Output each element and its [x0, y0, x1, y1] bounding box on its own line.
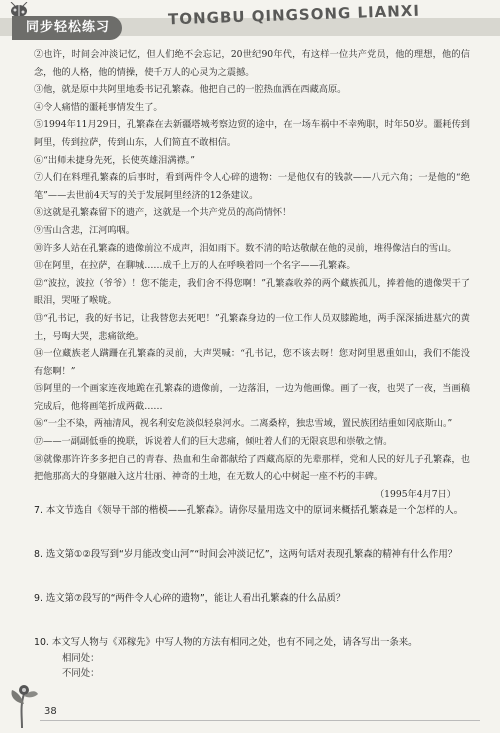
passage-paragraph: ②也许，时间会冲淡记忆，但人们绝不会忘记，20世纪90年代，有这样一位共产党员，他的理想，他的信念，他的人格，他的情操，使千万人的心灵为之震撼。: [34, 49, 470, 78]
page-number: 38: [44, 706, 57, 717]
passage-paragraph: ③他，就是原中共阿里地委书记孔繁森。他把自己的一腔热血洒在西藏高原。: [34, 84, 347, 96]
passage-paragraph: ⑥“出师未捷身先死，长使英雄泪满襟。”: [34, 154, 195, 166]
footer-divider: [40, 720, 480, 721]
page-footer: [0, 672, 500, 733]
passage-paragraph: ⑭一位藏族老人蹒跚在孔繁森的灵前，大声哭喊：“孔书记，您不该去呀！您对阿里恩重如山，我们不能没有您啊！”: [34, 348, 470, 377]
passage-paragraph: ⑬“孔书记，我的好书记，让我替您去死吧！”孔繁森身边的一位工作人员双膝跪地，两手深深插进墓穴的黄土，号啕大哭，悲痛欲绝。: [34, 312, 470, 342]
page-header: [0, 0, 500, 44]
passage-paragraph: ⑮阿里的一个画家连夜地跪在孔繁森的遗像前，一边落泪，一边为他画像。画了一夜，也哭了一夜，当画稿完成后，他将画笔折成两截……: [34, 383, 470, 412]
content-area: [34, 46, 470, 681]
passage-paragraph: ⑪在阿里，在拉萨，在聊城……成千上万的人在呼唤着同一个名字——孔繁森。: [34, 260, 356, 272]
answer-space-9[interactable]: [34, 607, 470, 635]
header-title-pinyin: TONGBU QINGSONG LIANXI: [167, 1, 421, 29]
passage-paragraph: ⑧这就是孔繁森留下的遗产，这就是一个共产党员的高尚情怀！: [34, 207, 292, 219]
passage-paragraph: ⑦人们在料理孔繁森的后事时，看到两件令人心碎的遗物：一是他仅有的钱款——八元六角；一是他的“绝笔”——去世前4天写的关于发展阿里经济的12条建议。: [34, 172, 470, 201]
passage-paragraph: ④令人痛惜的噩耗事情发生了。: [34, 101, 163, 113]
passage-paragraph: ⑩许多人站在孔繁森的遗像前泣不成声，泪如雨下。数不清的哈达敬献在他的灵前，堆得像洁白的雪山。: [34, 242, 457, 254]
passage-paragraph: ⑨雪山含悲，江河呜咽。: [34, 224, 136, 236]
passage-date: （1995年4月7日）: [374, 488, 456, 500]
question-10: 10. 本文写人物与《邓稼先》中写人物的方法有相同之处，也有不同之处，请各写出一条来。: [34, 637, 418, 649]
answer-same-label[interactable]: 相同处：: [62, 653, 100, 665]
header-title-cn: 同步轻松练习: [12, 16, 122, 40]
answer-space-7[interactable]: [34, 519, 470, 547]
passage-paragraph: ⑫“波拉，波拉（爷爷）！您不能走，我们舍不得您啊！”孔繁森收养的两个藏族孤儿，捧着他的遗像哭干了眼泪，哭哑了喉咙。: [34, 277, 470, 307]
question-8: 8. 选文第①②段写到“岁月能改变山河”“时间会冲淡记忆”，这两句话对表现孔繁森的精神有什么作用？: [34, 549, 458, 561]
answer-diff-label[interactable]: 不同处：: [62, 668, 100, 680]
question-9: 9. 选文第⑦段写的“两件令人心碎的遗物”，能让人看出孔繁森的什么品质？: [34, 593, 346, 605]
question-7: 7. 本文节选自《领导干部的楷模——孔繁森》。请你尽量用选文中的原词来概括孔繁森是一个怎样的人。: [34, 505, 464, 517]
answer-space-8[interactable]: [34, 563, 470, 591]
passage-paragraph: ⑰——一副副低垂的挽联，诉说着人们的巨大悲痛，倾吐着人们的无限哀思和崇敬之情。: [34, 436, 393, 448]
passage-paragraph: ⑱就像那许许多多把自己的青春、热血和生命都献给了西藏高原的先辈那样，党和人民的好儿子孔繁森，也把他那高大的身躯融入这片壮丽、神奇的土地，在无数人的心中树起一座不朽的丰碑。: [34, 453, 470, 483]
passage-paragraph: ⑤1994年11月29日，孔繁森在去新疆塔城考察边贸的途中，在一场车祸中不幸殉职，时年50岁。噩耗传到阿里，传到拉萨，传到山东，人们简直不敢相信。: [34, 119, 470, 148]
flower-icon: [4, 676, 40, 728]
passage-paragraph: ⑯“一尘不染，两袖清风，视名利安危淡似轻泉河水。二离桑梓，独忠雪域，置民族团结重如冈底斯山。”: [34, 418, 453, 430]
